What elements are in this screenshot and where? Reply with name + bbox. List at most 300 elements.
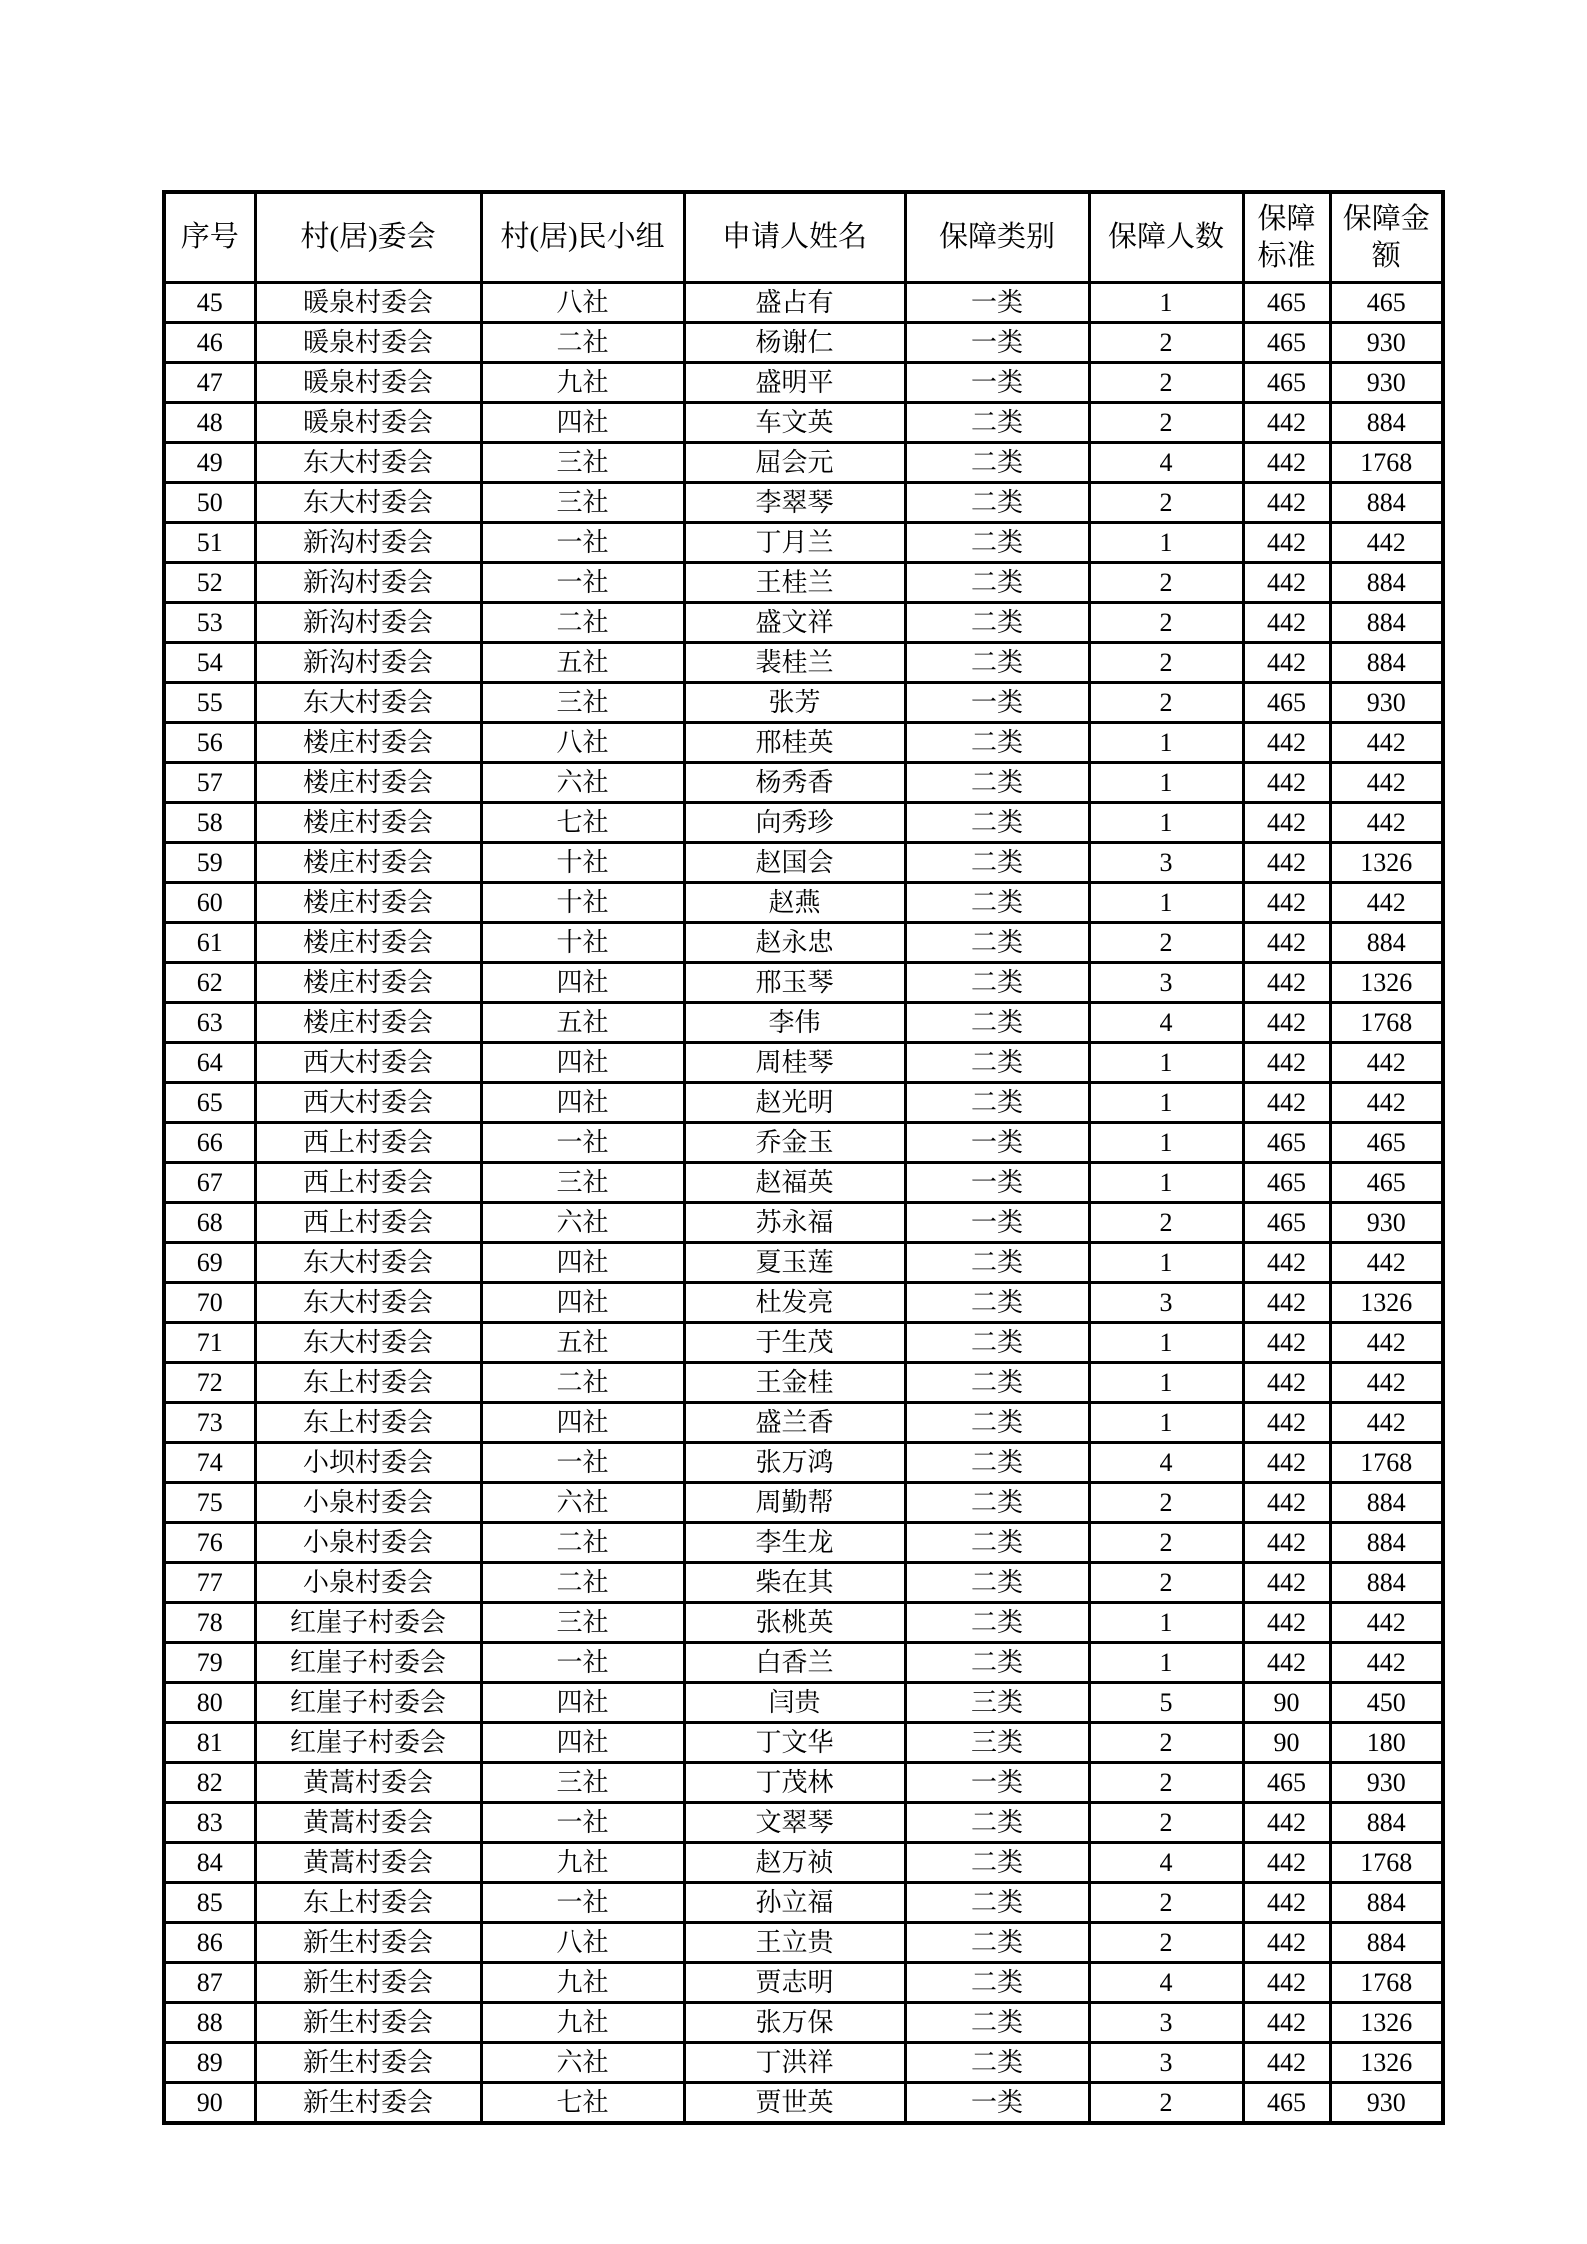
table-row xyxy=(164,1323,1443,1363)
village-committee-cell: 楼庄村委会 xyxy=(255,723,481,763)
security-category-cell: 二类 xyxy=(905,1523,1089,1563)
security-amount-cell: 442 xyxy=(1330,1603,1443,1643)
row-number-cell: 77 xyxy=(164,1563,255,1603)
security-standard-cell: 442 xyxy=(1243,1963,1330,2003)
security-category-cell: 一类 xyxy=(905,283,1089,323)
covered-persons-cell: 1 xyxy=(1089,1163,1243,1203)
applicant-name-cell: 杨谢仁 xyxy=(684,323,905,363)
covered-persons-cell: 4 xyxy=(1089,1443,1243,1483)
village-group-cell: 一社 xyxy=(481,1883,684,1923)
applicant-name-cell: 杨秀香 xyxy=(684,763,905,803)
row-number-cell: 78 xyxy=(164,1603,255,1643)
security-category-cell: 三类 xyxy=(905,1683,1089,1723)
covered-persons-cell: 1 xyxy=(1089,763,1243,803)
table-row xyxy=(164,1523,1443,1563)
village-group-cell: 六社 xyxy=(481,1483,684,1523)
security-category-cell: 二类 xyxy=(905,1283,1089,1323)
security-amount-cell: 1326 xyxy=(1330,2043,1443,2083)
applicant-name-cell: 贾世英 xyxy=(684,2083,905,2124)
security-amount-cell: 465 xyxy=(1330,283,1443,323)
row-number-cell: 47 xyxy=(164,363,255,403)
row-number-cell: 83 xyxy=(164,1803,255,1843)
table-row xyxy=(164,923,1443,963)
table-row xyxy=(164,1403,1443,1443)
security-category-cell: 一类 xyxy=(905,1203,1089,1243)
security-amount-cell: 442 xyxy=(1330,523,1443,563)
security-category-cell: 二类 xyxy=(905,1603,1089,1643)
applicant-name-cell: 张万保 xyxy=(684,2003,905,2043)
village-committee-cell: 东大村委会 xyxy=(255,1243,481,1283)
row-number-cell: 87 xyxy=(164,1963,255,2003)
security-category-cell: 二类 xyxy=(905,1043,1089,1083)
village-committee-cell: 西上村委会 xyxy=(255,1123,481,1163)
row-number-cell: 67 xyxy=(164,1163,255,1203)
security-standard-cell: 442 xyxy=(1243,643,1330,683)
village-group-cell: 二社 xyxy=(481,323,684,363)
row-number-cell: 53 xyxy=(164,603,255,643)
row-number-cell: 86 xyxy=(164,1923,255,1963)
village-committee-cell: 东大村委会 xyxy=(255,1323,481,1363)
table-row xyxy=(164,363,1443,403)
covered-persons-cell: 2 xyxy=(1089,1523,1243,1563)
table-row xyxy=(164,1643,1443,1683)
security-standard-cell: 442 xyxy=(1243,803,1330,843)
security-amount-cell: 930 xyxy=(1330,683,1443,723)
covered-persons-cell: 1 xyxy=(1089,1123,1243,1163)
village-group-cell: 五社 xyxy=(481,1323,684,1363)
table-row xyxy=(164,1683,1443,1723)
village-committee-cell: 西大村委会 xyxy=(255,1083,481,1123)
row-number-cell: 74 xyxy=(164,1443,255,1483)
village-committee-cell: 新生村委会 xyxy=(255,1963,481,2003)
security-standard-cell: 442 xyxy=(1243,1803,1330,1843)
security-category-cell: 二类 xyxy=(905,1963,1089,2003)
security-category-cell: 二类 xyxy=(905,843,1089,883)
row-number-cell: 55 xyxy=(164,683,255,723)
security-standard-cell: 442 xyxy=(1243,723,1330,763)
security-category-cell: 二类 xyxy=(905,2043,1089,2083)
security-amount-cell: 442 xyxy=(1330,1363,1443,1403)
applicant-name-cell: 杜发亮 xyxy=(684,1283,905,1323)
covered-persons-cell: 1 xyxy=(1089,1363,1243,1403)
applicant-name-cell: 裴桂兰 xyxy=(684,643,905,683)
row-number-cell: 68 xyxy=(164,1203,255,1243)
security-category-cell: 二类 xyxy=(905,883,1089,923)
village-group-cell: 四社 xyxy=(481,1403,684,1443)
village-group-cell: 六社 xyxy=(481,1203,684,1243)
applicant-name-cell: 李翠琴 xyxy=(684,483,905,523)
security-standard-cell: 442 xyxy=(1243,603,1330,643)
applicant-name-cell: 向秀珍 xyxy=(684,803,905,843)
village-group-cell: 十社 xyxy=(481,843,684,883)
table-row xyxy=(164,603,1443,643)
security-standard-cell: 442 xyxy=(1243,843,1330,883)
security-standard-cell: 465 xyxy=(1243,1163,1330,1203)
applicant-name-cell: 李生龙 xyxy=(684,1523,905,1563)
security-standard-cell: 442 xyxy=(1243,1843,1330,1883)
village-group-cell: 八社 xyxy=(481,1923,684,1963)
security-amount-cell: 442 xyxy=(1330,1083,1443,1123)
security-category-cell: 二类 xyxy=(905,1363,1089,1403)
covered-persons-cell: 2 xyxy=(1089,1803,1243,1843)
village-group-cell: 十社 xyxy=(481,883,684,923)
village-committee-cell: 新生村委会 xyxy=(255,2003,481,2043)
row-number-cell: 75 xyxy=(164,1483,255,1523)
applicant-name-cell: 赵燕 xyxy=(684,883,905,923)
village-group-cell: 四社 xyxy=(481,1083,684,1123)
security-category-cell: 二类 xyxy=(905,443,1089,483)
row-number-cell: 64 xyxy=(164,1043,255,1083)
security-category-cell: 二类 xyxy=(905,2003,1089,2043)
col-header-village-group: 村(居)民小组 xyxy=(481,192,684,283)
table-row xyxy=(164,843,1443,883)
row-number-cell: 52 xyxy=(164,563,255,603)
village-committee-cell: 东上村委会 xyxy=(255,1363,481,1403)
village-group-cell: 三社 xyxy=(481,483,684,523)
security-standard-cell: 442 xyxy=(1243,1243,1330,1283)
table-row xyxy=(164,643,1443,683)
security-standard-cell: 465 xyxy=(1243,283,1330,323)
village-committee-cell: 楼庄村委会 xyxy=(255,923,481,963)
applicant-name-cell: 王金桂 xyxy=(684,1363,905,1403)
applicant-name-cell: 周勤帮 xyxy=(684,1483,905,1523)
village-committee-cell: 新沟村委会 xyxy=(255,603,481,643)
village-group-cell: 九社 xyxy=(481,363,684,403)
applicant-name-cell: 赵永忠 xyxy=(684,923,905,963)
row-number-cell: 62 xyxy=(164,963,255,1003)
security-amount-cell: 442 xyxy=(1330,723,1443,763)
security-amount-cell: 442 xyxy=(1330,1043,1443,1083)
security-amount-cell: 1768 xyxy=(1330,1963,1443,2003)
village-group-cell: 三社 xyxy=(481,683,684,723)
covered-persons-cell: 2 xyxy=(1089,1883,1243,1923)
applicant-name-cell: 李伟 xyxy=(684,1003,905,1043)
village-committee-cell: 西上村委会 xyxy=(255,1163,481,1203)
subsistence-allowance-table xyxy=(162,190,1445,2125)
village-committee-cell: 红崖子村委会 xyxy=(255,1723,481,1763)
applicant-name-cell: 盛占有 xyxy=(684,283,905,323)
applicant-name-cell: 贾志明 xyxy=(684,1963,905,2003)
covered-persons-cell: 2 xyxy=(1089,923,1243,963)
security-standard-cell: 465 xyxy=(1243,1203,1330,1243)
row-number-cell: 54 xyxy=(164,643,255,683)
security-standard-cell: 442 xyxy=(1243,1923,1330,1963)
security-amount-cell: 442 xyxy=(1330,1323,1443,1363)
security-amount-cell: 1768 xyxy=(1330,1443,1443,1483)
village-committee-cell: 楼庄村委会 xyxy=(255,963,481,1003)
village-committee-cell: 东大村委会 xyxy=(255,483,481,523)
security-category-cell: 二类 xyxy=(905,1563,1089,1603)
table-row xyxy=(164,1563,1443,1603)
covered-persons-cell: 2 xyxy=(1089,1483,1243,1523)
table-row xyxy=(164,1363,1443,1403)
village-group-cell: 四社 xyxy=(481,1043,684,1083)
covered-persons-cell: 1 xyxy=(1089,1403,1243,1443)
village-committee-cell: 西上村委会 xyxy=(255,1203,481,1243)
covered-persons-cell: 1 xyxy=(1089,883,1243,923)
covered-persons-cell: 2 xyxy=(1089,643,1243,683)
col-header-row-number: 序号 xyxy=(164,192,255,283)
row-number-cell: 82 xyxy=(164,1763,255,1803)
covered-persons-cell: 1 xyxy=(1089,803,1243,843)
covered-persons-cell: 4 xyxy=(1089,1843,1243,1883)
col-header-security-amount: 保障金额 xyxy=(1330,192,1443,283)
village-group-cell: 四社 xyxy=(481,963,684,1003)
applicant-name-cell: 夏玉莲 xyxy=(684,1243,905,1283)
security-standard-cell: 442 xyxy=(1243,1643,1330,1683)
table-row xyxy=(164,723,1443,763)
table-row xyxy=(164,2083,1443,2124)
security-category-cell: 二类 xyxy=(905,1843,1089,1883)
security-amount-cell: 1768 xyxy=(1330,443,1443,483)
applicant-name-cell: 王立贵 xyxy=(684,1923,905,1963)
row-number-cell: 73 xyxy=(164,1403,255,1443)
security-category-cell: 一类 xyxy=(905,363,1089,403)
table-row xyxy=(164,1163,1443,1203)
applicant-name-cell: 屈会元 xyxy=(684,443,905,483)
applicant-name-cell: 盛兰香 xyxy=(684,1403,905,1443)
row-number-cell: 66 xyxy=(164,1123,255,1163)
village-committee-cell: 新生村委会 xyxy=(255,2083,481,2124)
row-number-cell: 50 xyxy=(164,483,255,523)
security-category-cell: 一类 xyxy=(905,1763,1089,1803)
row-number-cell: 72 xyxy=(164,1363,255,1403)
table-row xyxy=(164,1483,1443,1523)
village-group-cell: 一社 xyxy=(481,1803,684,1843)
row-number-cell: 90 xyxy=(164,2083,255,2124)
village-committee-cell: 红崖子村委会 xyxy=(255,1683,481,1723)
applicant-name-cell: 于生茂 xyxy=(684,1323,905,1363)
covered-persons-cell: 1 xyxy=(1089,1243,1243,1283)
covered-persons-cell: 2 xyxy=(1089,1203,1243,1243)
village-group-cell: 一社 xyxy=(481,523,684,563)
village-committee-cell: 小泉村委会 xyxy=(255,1563,481,1603)
security-category-cell: 二类 xyxy=(905,403,1089,443)
village-committee-cell: 新生村委会 xyxy=(255,1923,481,1963)
village-group-cell: 四社 xyxy=(481,1683,684,1723)
security-category-cell: 二类 xyxy=(905,963,1089,1003)
security-amount-cell: 884 xyxy=(1330,1483,1443,1523)
village-committee-cell: 暖泉村委会 xyxy=(255,283,481,323)
security-amount-cell: 884 xyxy=(1330,1803,1443,1843)
table-row xyxy=(164,2043,1443,2083)
village-group-cell: 六社 xyxy=(481,763,684,803)
security-category-cell: 二类 xyxy=(905,763,1089,803)
security-standard-cell: 442 xyxy=(1243,1003,1330,1043)
village-group-cell: 四社 xyxy=(481,1723,684,1763)
security-standard-cell: 442 xyxy=(1243,923,1330,963)
security-amount-cell: 884 xyxy=(1330,1883,1443,1923)
covered-persons-cell: 3 xyxy=(1089,843,1243,883)
applicant-name-cell: 邢桂英 xyxy=(684,723,905,763)
covered-persons-cell: 1 xyxy=(1089,1323,1243,1363)
covered-persons-cell: 1 xyxy=(1089,1043,1243,1083)
security-amount-cell: 442 xyxy=(1330,763,1443,803)
covered-persons-cell: 2 xyxy=(1089,683,1243,723)
row-number-cell: 88 xyxy=(164,2003,255,2043)
village-committee-cell: 楼庄村委会 xyxy=(255,1003,481,1043)
security-amount-cell: 450 xyxy=(1330,1683,1443,1723)
security-amount-cell: 442 xyxy=(1330,1403,1443,1443)
security-amount-cell: 442 xyxy=(1330,883,1443,923)
table-row xyxy=(164,1843,1443,1883)
village-group-cell: 四社 xyxy=(481,1283,684,1323)
security-category-cell: 三类 xyxy=(905,1723,1089,1763)
covered-persons-cell: 3 xyxy=(1089,963,1243,1003)
village-group-cell: 二社 xyxy=(481,1363,684,1403)
covered-persons-cell: 2 xyxy=(1089,1723,1243,1763)
covered-persons-cell: 3 xyxy=(1089,2043,1243,2083)
security-standard-cell: 442 xyxy=(1243,523,1330,563)
security-amount-cell: 930 xyxy=(1330,1763,1443,1803)
covered-persons-cell: 1 xyxy=(1089,1643,1243,1683)
col-header-village-committee: 村(居)委会 xyxy=(255,192,481,283)
village-committee-cell: 新沟村委会 xyxy=(255,523,481,563)
village-committee-cell: 红崖子村委会 xyxy=(255,1643,481,1683)
security-category-cell: 二类 xyxy=(905,523,1089,563)
applicant-name-cell: 白香兰 xyxy=(684,1643,905,1683)
table-row xyxy=(164,523,1443,563)
applicant-name-cell: 王桂兰 xyxy=(684,563,905,603)
table-body xyxy=(164,283,1443,2124)
security-amount-cell: 930 xyxy=(1330,2083,1443,2124)
row-number-cell: 60 xyxy=(164,883,255,923)
security-category-cell: 一类 xyxy=(905,2083,1089,2124)
table-row xyxy=(164,1923,1443,1963)
table-row xyxy=(164,1883,1443,1923)
security-amount-cell: 930 xyxy=(1330,1203,1443,1243)
table-row xyxy=(164,763,1443,803)
security-category-cell: 一类 xyxy=(905,1163,1089,1203)
applicant-name-cell: 盛文祥 xyxy=(684,603,905,643)
applicant-name-cell: 赵国会 xyxy=(684,843,905,883)
table-row xyxy=(164,883,1443,923)
applicant-name-cell: 邢玉琴 xyxy=(684,963,905,1003)
village-group-cell: 九社 xyxy=(481,2003,684,2043)
row-number-cell: 85 xyxy=(164,1883,255,1923)
village-group-cell: 九社 xyxy=(481,1963,684,2003)
covered-persons-cell: 5 xyxy=(1089,1683,1243,1723)
village-committee-cell: 西大村委会 xyxy=(255,1043,481,1083)
security-category-cell: 二类 xyxy=(905,723,1089,763)
applicant-name-cell: 张桃英 xyxy=(684,1603,905,1643)
table-row xyxy=(164,323,1443,363)
security-standard-cell: 442 xyxy=(1243,1563,1330,1603)
row-number-cell: 65 xyxy=(164,1083,255,1123)
security-amount-cell: 442 xyxy=(1330,1243,1443,1283)
security-category-cell: 二类 xyxy=(905,1443,1089,1483)
village-committee-cell: 黄蒿村委会 xyxy=(255,1803,481,1843)
security-category-cell: 二类 xyxy=(905,563,1089,603)
header-row xyxy=(164,192,1443,283)
security-standard-cell: 442 xyxy=(1243,1043,1330,1083)
applicant-name-cell: 丁文华 xyxy=(684,1723,905,1763)
row-number-cell: 79 xyxy=(164,1643,255,1683)
table-row xyxy=(164,483,1443,523)
row-number-cell: 56 xyxy=(164,723,255,763)
row-number-cell: 45 xyxy=(164,283,255,323)
covered-persons-cell: 2 xyxy=(1089,2083,1243,2124)
security-amount-cell: 884 xyxy=(1330,1563,1443,1603)
village-group-cell: 二社 xyxy=(481,1523,684,1563)
covered-persons-cell: 2 xyxy=(1089,1763,1243,1803)
security-standard-cell: 442 xyxy=(1243,483,1330,523)
table-row xyxy=(164,1003,1443,1043)
col-header-applicant-name: 申请人姓名 xyxy=(684,192,905,283)
table-row xyxy=(164,1203,1443,1243)
village-committee-cell: 东上村委会 xyxy=(255,1883,481,1923)
security-standard-cell: 442 xyxy=(1243,403,1330,443)
covered-persons-cell: 4 xyxy=(1089,1003,1243,1043)
village-group-cell: 四社 xyxy=(481,1243,684,1283)
security-amount-cell: 884 xyxy=(1330,643,1443,683)
security-standard-cell: 442 xyxy=(1243,763,1330,803)
security-amount-cell: 884 xyxy=(1330,603,1443,643)
applicant-name-cell: 张芳 xyxy=(684,683,905,723)
applicant-name-cell: 文翠琴 xyxy=(684,1803,905,1843)
applicant-name-cell: 车文英 xyxy=(684,403,905,443)
applicant-name-cell: 赵万祯 xyxy=(684,1843,905,1883)
row-number-cell: 49 xyxy=(164,443,255,483)
village-group-cell: 三社 xyxy=(481,1603,684,1643)
row-number-cell: 76 xyxy=(164,1523,255,1563)
village-committee-cell: 东大村委会 xyxy=(255,443,481,483)
village-group-cell: 四社 xyxy=(481,403,684,443)
table-row xyxy=(164,1963,1443,2003)
village-committee-cell: 红崖子村委会 xyxy=(255,1603,481,1643)
security-standard-cell: 442 xyxy=(1243,563,1330,603)
covered-persons-cell: 2 xyxy=(1089,1563,1243,1603)
village-committee-cell: 暖泉村委会 xyxy=(255,363,481,403)
security-category-cell: 二类 xyxy=(905,1083,1089,1123)
security-category-cell: 二类 xyxy=(905,1643,1089,1683)
row-number-cell: 58 xyxy=(164,803,255,843)
security-category-cell: 二类 xyxy=(905,603,1089,643)
security-category-cell: 二类 xyxy=(905,1403,1089,1443)
security-amount-cell: 465 xyxy=(1330,1123,1443,1163)
row-number-cell: 61 xyxy=(164,923,255,963)
table-row xyxy=(164,563,1443,603)
security-category-cell: 二类 xyxy=(905,1243,1089,1283)
security-standard-cell: 465 xyxy=(1243,1763,1330,1803)
applicant-name-cell: 乔金玉 xyxy=(684,1123,905,1163)
village-committee-cell: 新生村委会 xyxy=(255,2043,481,2083)
table-row xyxy=(164,403,1443,443)
row-number-cell: 63 xyxy=(164,1003,255,1043)
col-header-covered-persons: 保障人数 xyxy=(1089,192,1243,283)
village-committee-cell: 小泉村委会 xyxy=(255,1523,481,1563)
col-header-security-standard: 保障标准 xyxy=(1243,192,1330,283)
village-group-cell: 六社 xyxy=(481,2043,684,2083)
table-row xyxy=(164,1723,1443,1763)
security-amount-cell: 884 xyxy=(1330,923,1443,963)
village-committee-cell: 黄蒿村委会 xyxy=(255,1843,481,1883)
village-group-cell: 七社 xyxy=(481,2083,684,2124)
covered-persons-cell: 3 xyxy=(1089,1283,1243,1323)
security-amount-cell: 884 xyxy=(1330,1523,1443,1563)
security-standard-cell: 442 xyxy=(1243,1603,1330,1643)
security-standard-cell: 90 xyxy=(1243,1683,1330,1723)
row-number-cell: 46 xyxy=(164,323,255,363)
table-row xyxy=(164,803,1443,843)
security-standard-cell: 442 xyxy=(1243,963,1330,1003)
village-committee-cell: 东大村委会 xyxy=(255,683,481,723)
covered-persons-cell: 4 xyxy=(1089,1963,1243,2003)
security-category-cell: 二类 xyxy=(905,803,1089,843)
village-group-cell: 五社 xyxy=(481,1003,684,1043)
security-standard-cell: 442 xyxy=(1243,2003,1330,2043)
security-standard-cell: 465 xyxy=(1243,323,1330,363)
